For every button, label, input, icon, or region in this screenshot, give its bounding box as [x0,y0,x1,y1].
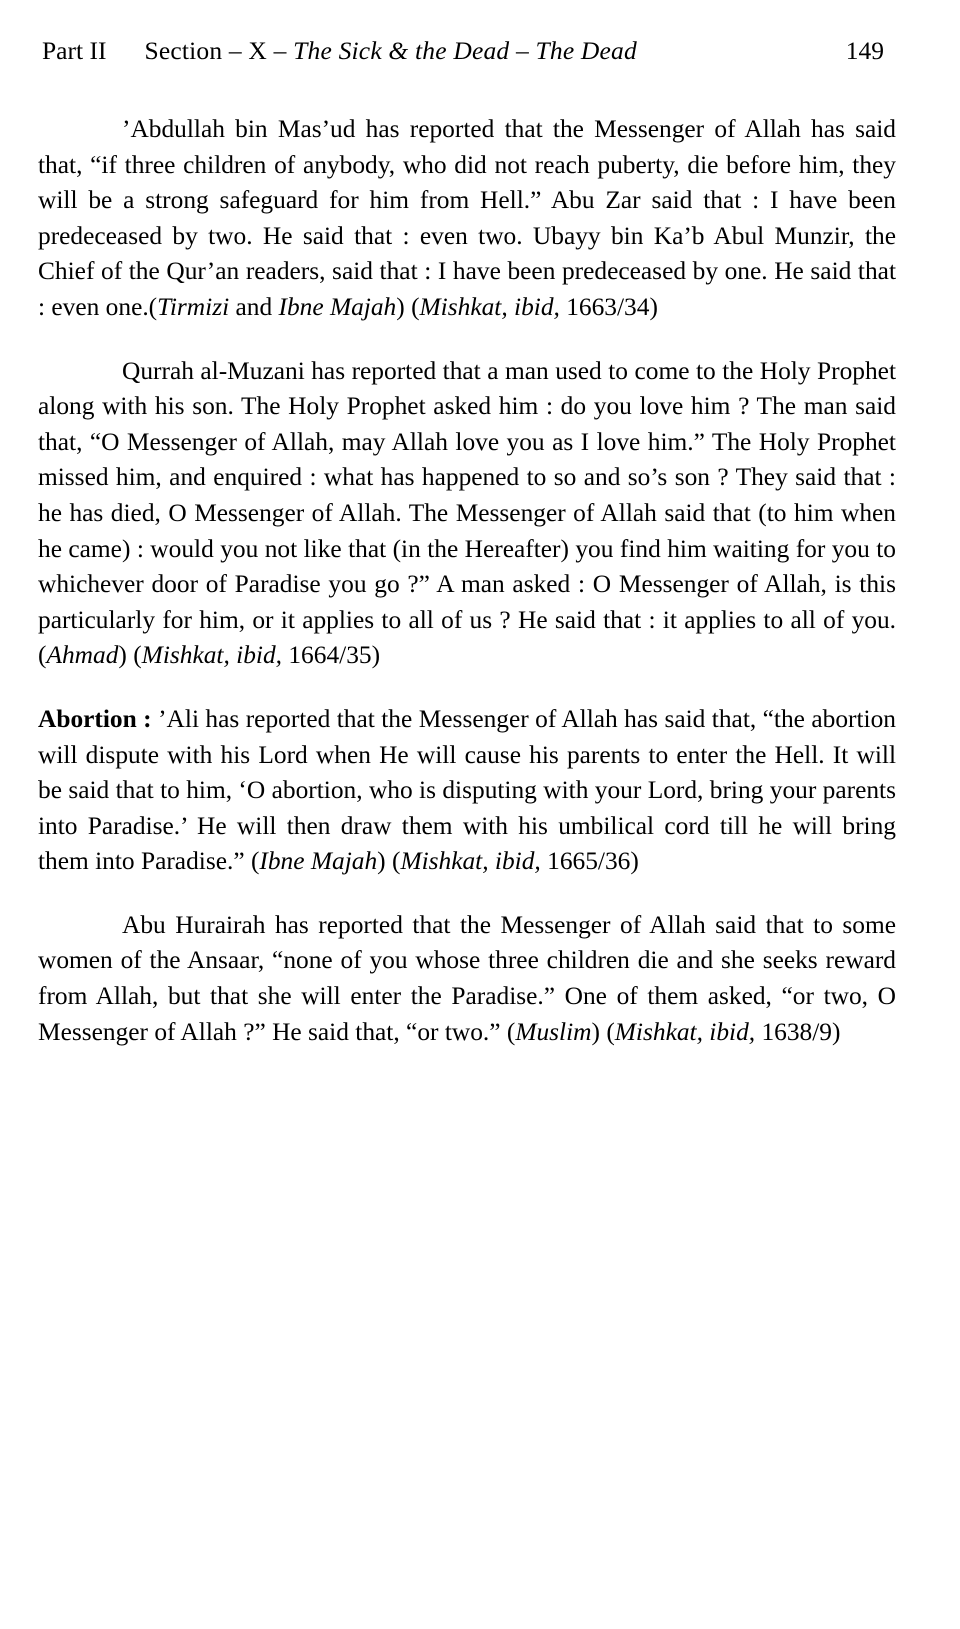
text-run: Qurrah al-Muzani has reported that a man used to come to the Holy Prophet along with his son. The Holy Prophet asked him : do you love him ? The man said that, “O Messenger of Allah, may Allah love you as I love him.” The Holy Prophet missed him, and enquired : what has happened to so and so’s son ? They said that : he has died, O Messenger of Allah. The Messenger of Allah said that (to him when he came) : would you not like that (in the Hereafter) you find him waiting for you to whichever door of Paradise you go ?” A man asked : O Messenger of Allah, is this particularly for him, or it applies to all of us ? He said that : it applies to all of you. ( [38,356,896,670]
para-abdullah-bin-masud [38,112,896,326]
text-run: Mishkat, ibid, [400,847,541,876]
text-run: ’Ali has reported that the Messenger of Allah has said that, “the abortion will dispute with his Lord when He will cause his parents to enter the Hell. It will be said that to him, ‘O abortion, who is disputing with your Lord, bring your parents into Paradise.’ He will then draw them with his umbilical cord till he will bring them into Paradise.” ( [38,704,897,876]
para-qurrah-al-muzani [38,354,896,674]
text-run: ) ( [118,641,142,670]
para-abortion [38,702,896,880]
header-part-label: Part II [42,36,107,65]
text-run: ) ( [396,292,420,321]
header-section-title: The Sick & the Dead – The Dead [293,36,637,65]
text-run: ) ( [377,847,401,876]
text-run: ’Abdullah bin Mas’ud has reported that the Messenger of Allah has said that, “if three children of anybody, who did not reach puberty, die before him, they will be a strong safeguard for him from Hell.” Abu Zar said that : I have been predeceased by two. He said that : even two. Ubayy bin Ka’b Abul Munzir, the Chief of the Qur’an readers, said that : I have been predeceased by one. He said that : even one.( [38,115,896,321]
text-run: Mishkat, ibid, [141,641,283,670]
page-header [42,28,896,66]
text-run: 1663/34) [559,292,658,321]
text-run: and [229,292,279,321]
text-run: Mishkat, ibid, [614,1017,756,1046]
text-run: 1665/36) [540,847,639,876]
page-body [38,112,896,1050]
header-section-label [144,36,637,66]
text-run: Ibne Majah [278,292,397,321]
page-number: 149 [845,36,884,65]
text-run: Tirmizi [157,292,230,321]
text-run: Abu Hurairah has reported that the Messenger of Allah said that to some women of the Ansaar, “none of you whose three children die and she seeks reward from Allah, but that she will enter the Paradise.” One of them asked, “or two, O Messenger of Allah ?” He said that, “or two.” ( [38,910,896,1046]
text-run: Muslim [515,1017,592,1046]
text-run: Mishkat, ibid, [419,292,560,321]
text-run: 1638/9) [755,1017,841,1046]
text-run: 1664/35) [282,641,381,670]
text-run: ) ( [591,1017,615,1046]
text-run: Ibne Majah [259,847,378,876]
text-run: Abortion : [38,704,152,733]
text-run: Ahmad [46,641,119,670]
para-abu-hurairah [38,908,896,1050]
header-section-prefix: Section – X – [144,36,294,65]
